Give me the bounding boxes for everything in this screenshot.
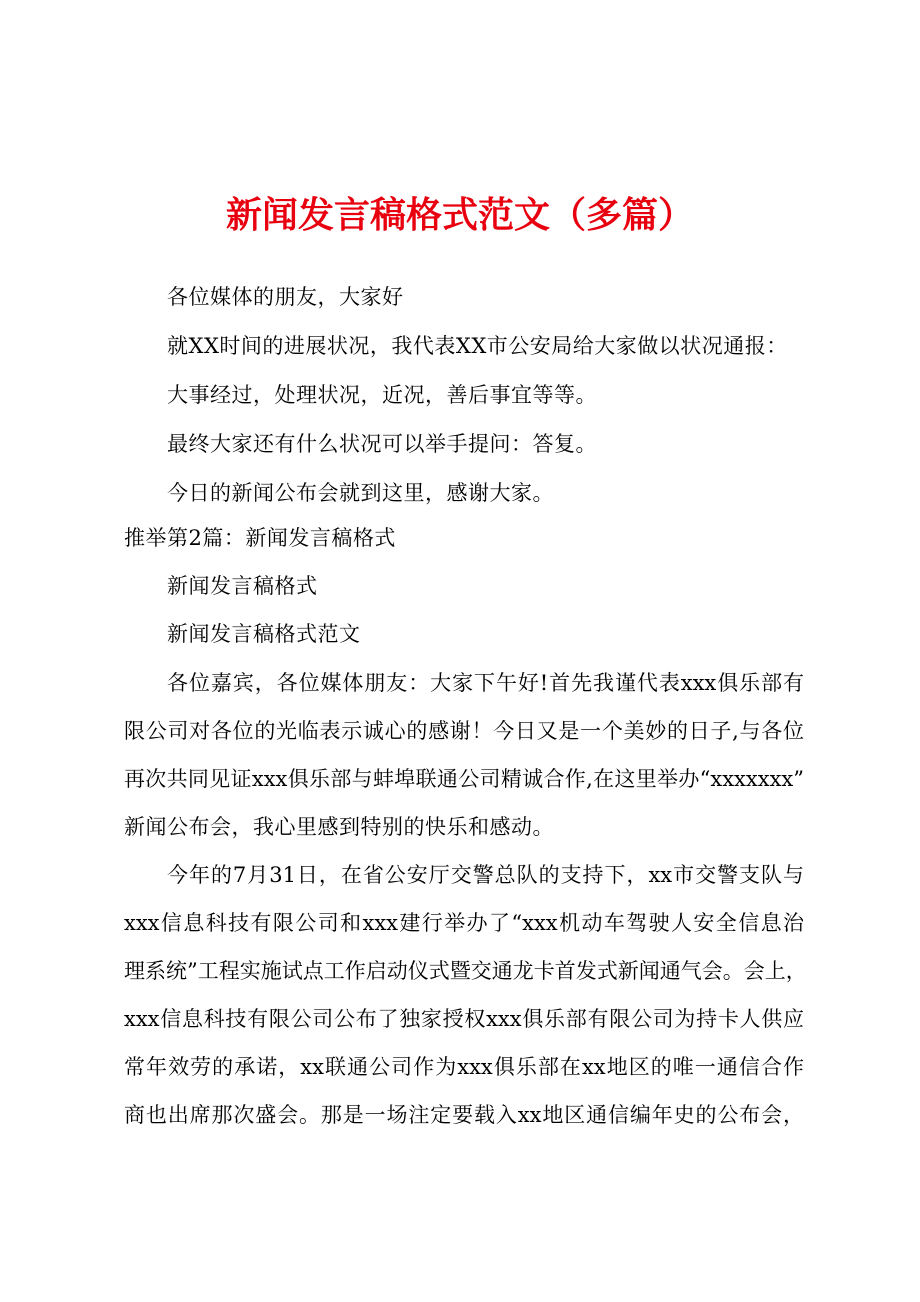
paragraph-line: 新闻发言稿格式范文 <box>167 622 361 646</box>
paragraph-line: 限公司对各位的光临表示诚心的感谢！今日又是一个美妙的日子,与各位 <box>124 719 804 743</box>
paragraph-line: 理系统”工程实施试点工作启动仪式暨交通龙卡首发式新闻通气会。会上， <box>124 959 807 983</box>
paragraph-line: 各位媒体的朋友，大家好 <box>167 285 404 309</box>
paragraph-line: 再次共同见证xxx俱乐部与蚌埠联通公司精诚合作,在这里举办“xxxxxxx” <box>124 767 804 791</box>
paragraph-line: xxx信息科技有限公司公布了独家授权xxx俱乐部有限公司为持卡人供应 <box>124 1007 804 1031</box>
paragraph-line: 各位嘉宾，各位媒体朋友：大家下午好!首先我谨代表xxx俱乐部有 <box>167 671 804 695</box>
section-heading: 推举第2篇：新闻发言稿格式 <box>124 526 396 550</box>
paragraph-line: 最终大家还有什么状况可以举手提问：答复。 <box>167 432 597 456</box>
paragraph-line: 今年的7月31日，在省公安厅交警总队的支持下，xx市交警支队与 <box>167 863 804 887</box>
paragraph-line: 商也出席那次盛会。那是一场注定要载入xx地区通信编年史的公布会， <box>124 1103 804 1127</box>
paragraph-line: xxx信息科技有限公司和xxx建行举办了“xxx机动车驾驶人安全信息治 <box>124 911 804 935</box>
paragraph-line: 常年效劳的承诺，xx联通公司作为xxx俱乐部在xx地区的唯一通信合作 <box>124 1055 804 1079</box>
paragraph-line: 就XX时间的进展状况，我代表XX市公安局给大家做以状况通报： <box>167 334 788 358</box>
paragraph-line: 今日的新闻公布会就到这里，感谢大家。 <box>167 481 554 505</box>
paragraph-line: 新闻发言稿格式 <box>167 574 318 598</box>
document-title: 新闻发言稿格式范文（多篇） <box>225 194 694 236</box>
paragraph-line: 新闻公布会，我心里感到特别的快乐和感动。 <box>124 815 554 839</box>
paragraph-line: 大事经过，处理状况，近况，善后事宜等等。 <box>167 383 597 407</box>
